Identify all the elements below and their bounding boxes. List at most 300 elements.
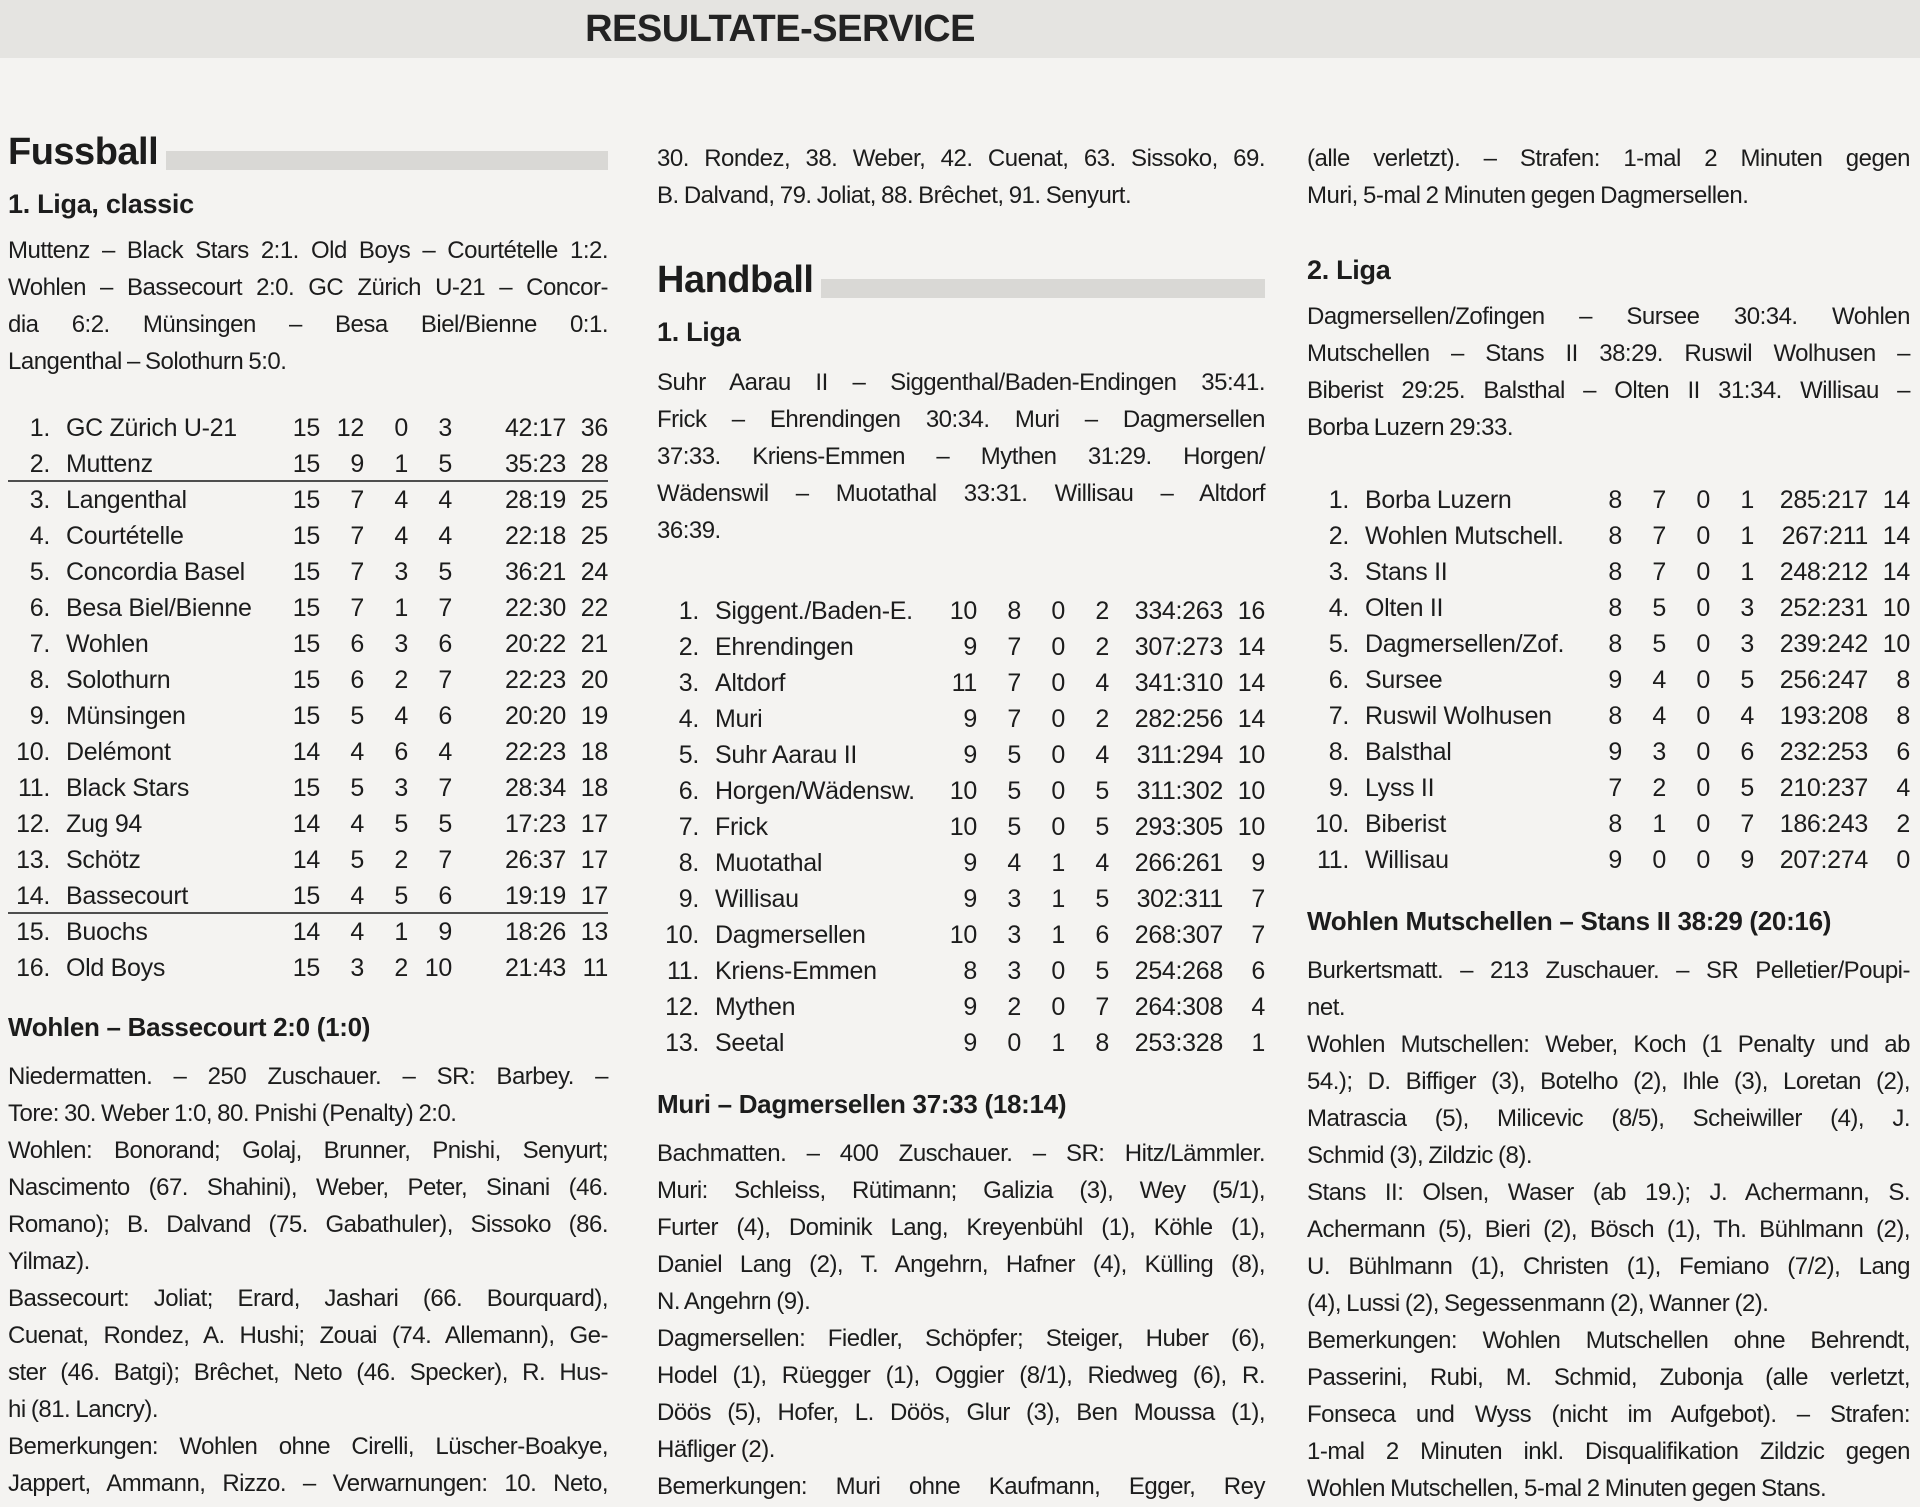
losses: 5 bbox=[1740, 666, 1754, 694]
text-line: Muri: Schleiss, Rütimann; Galizia (3), Wey (5/1), bbox=[657, 1177, 1265, 1204]
losses: 5 bbox=[1740, 774, 1754, 802]
wins: 5 bbox=[350, 774, 364, 802]
points: 17 bbox=[580, 810, 608, 838]
losses: 4 bbox=[438, 738, 452, 766]
text-line: Wohlen – Bassecourt 2:0. GC Zürich U-21 – Concor- bbox=[8, 274, 608, 301]
standings-row bbox=[1307, 734, 1910, 770]
goals: 26:37 bbox=[504, 846, 566, 874]
draws: 1 bbox=[1051, 849, 1065, 877]
team: Münsingen bbox=[66, 702, 186, 730]
points: 20 bbox=[580, 666, 608, 694]
team: Siggent./Baden-E. bbox=[715, 597, 913, 625]
goals: 268:307 bbox=[1134, 921, 1223, 949]
points: 14 bbox=[1882, 522, 1910, 550]
wins: 3 bbox=[350, 954, 364, 982]
points: 6 bbox=[1251, 957, 1265, 985]
standings-row bbox=[657, 953, 1265, 989]
text-line: Furter (4), Dominik Lang, Kreyenbühl (1), Köhle (1), bbox=[657, 1214, 1265, 1241]
losses: 6 bbox=[438, 702, 452, 730]
standings-row bbox=[1307, 806, 1910, 842]
games: 9 bbox=[963, 885, 977, 913]
losses: 1 bbox=[1740, 486, 1754, 514]
rank: 9. bbox=[29, 702, 50, 730]
games: 15 bbox=[292, 522, 320, 550]
standings-row bbox=[8, 410, 608, 446]
match-report-paragraph bbox=[1307, 1026, 1910, 1174]
text-line: 37:33. Kriens-Emmen – Mythen 31:29. Horgen/ bbox=[657, 443, 1265, 470]
losses: 4 bbox=[1095, 669, 1109, 697]
goals: 253:328 bbox=[1134, 1029, 1223, 1057]
standings-row bbox=[657, 845, 1265, 881]
goals: 193:208 bbox=[1779, 702, 1868, 730]
team: Dagmersellen/Zof. bbox=[1365, 630, 1565, 658]
games: 8 bbox=[1608, 486, 1622, 514]
goals: 311:294 bbox=[1136, 741, 1223, 769]
draws: 0 bbox=[1051, 633, 1065, 661]
games: 15 bbox=[292, 774, 320, 802]
text-line: Stans II: Olsen, Waser (ab 19.); J. Achermann, S. bbox=[1307, 1179, 1910, 1206]
rank: 3. bbox=[678, 669, 699, 697]
points: 14 bbox=[1882, 558, 1910, 586]
text-line: (alle verletzt). – Strafen: 1-mal 2 Minuten gegen bbox=[1307, 145, 1910, 172]
standings-row bbox=[8, 734, 608, 770]
text-line: Dagmersellen/Zofingen – Sursee 30:34. Wohlen bbox=[1307, 303, 1910, 330]
goals: 19:19 bbox=[504, 882, 566, 910]
standings-row bbox=[657, 989, 1265, 1025]
standings-row bbox=[1307, 590, 1910, 626]
team: Muotathal bbox=[715, 849, 823, 877]
draws: 2 bbox=[394, 666, 408, 694]
points: 18 bbox=[580, 738, 608, 766]
text-line: Bachmatten. – 400 Zuschauer. – SR: Hitz/Lämmler. bbox=[657, 1140, 1265, 1167]
text-line: ster (46. Batgi); Brêchet, Neto (46. Specker), R. Hus- bbox=[8, 1359, 608, 1386]
wins: 5 bbox=[1007, 741, 1021, 769]
losses: 7 bbox=[438, 666, 452, 694]
wins: 5 bbox=[350, 702, 364, 730]
text-line: Bemerkungen: Wohlen ohne Cirelli, Lüscher-Boakye, bbox=[8, 1433, 608, 1460]
wins: 7 bbox=[1652, 522, 1666, 550]
points: 4 bbox=[1251, 993, 1265, 1021]
wins: 3 bbox=[1007, 885, 1021, 913]
wins: 7 bbox=[1007, 633, 1021, 661]
points: 17 bbox=[580, 846, 608, 874]
goals: 18:26 bbox=[504, 918, 566, 946]
standings-row bbox=[8, 878, 608, 914]
team: Black Stars bbox=[66, 774, 190, 802]
losses: 4 bbox=[438, 522, 452, 550]
rank: 5. bbox=[678, 741, 699, 769]
points: 25 bbox=[580, 522, 608, 550]
losses: 6 bbox=[1095, 921, 1109, 949]
points: 7 bbox=[1251, 885, 1265, 913]
match-report-paragraph bbox=[1307, 1174, 1910, 1322]
match-report-paragraph bbox=[657, 1320, 1265, 1468]
games: 9 bbox=[963, 741, 977, 769]
standings-row bbox=[657, 809, 1265, 845]
standings-row bbox=[1307, 482, 1910, 518]
goals: 36:21 bbox=[504, 558, 566, 586]
standings-row bbox=[657, 917, 1265, 953]
games: 10 bbox=[949, 921, 977, 949]
section-header-fussball bbox=[8, 130, 608, 174]
draws: 0 bbox=[1051, 957, 1065, 985]
draws: 0 bbox=[1696, 486, 1710, 514]
text-line: Romano); B. Dalvand (75. Gabathuler), Sissoko (86. bbox=[8, 1211, 608, 1238]
games: 8 bbox=[1608, 810, 1622, 838]
losses: 3 bbox=[1740, 594, 1754, 622]
results-paragraph bbox=[1307, 298, 1910, 446]
points: 25 bbox=[580, 486, 608, 514]
draws: 2 bbox=[394, 846, 408, 874]
standings-table-football bbox=[8, 410, 608, 986]
rank: 3. bbox=[29, 486, 50, 514]
draws: 4 bbox=[394, 486, 408, 514]
wins: 12 bbox=[336, 414, 364, 442]
text-line: Cuenat, Rondez, A. Hushi; Zouai (74. Allemann), Ge- bbox=[8, 1322, 608, 1349]
text-line: Wohlen Mutschellen, 5-mal 2 Minuten gegen Stans. bbox=[1307, 1475, 1827, 1502]
standings-row bbox=[8, 662, 608, 698]
games: 7 bbox=[1608, 774, 1622, 802]
draws: 0 bbox=[1696, 774, 1710, 802]
standings-row bbox=[8, 554, 608, 590]
rank: 12. bbox=[16, 810, 50, 838]
text-line: Daniel Lang (2), T. Angehrn, Hafner (4), Külling (8), bbox=[657, 1251, 1265, 1278]
rank: 13. bbox=[16, 846, 50, 874]
team: Wohlen Mutschell. bbox=[1365, 522, 1564, 550]
draws: 2 bbox=[394, 954, 408, 982]
goals: 264:308 bbox=[1134, 993, 1223, 1021]
standings-row bbox=[1307, 554, 1910, 590]
goals: 42:17 bbox=[504, 414, 566, 442]
losses: 7 bbox=[438, 594, 452, 622]
standings-row bbox=[8, 518, 608, 554]
team: Bassecourt bbox=[66, 882, 189, 910]
draws: 1 bbox=[394, 594, 408, 622]
games: 9 bbox=[963, 849, 977, 877]
rank: 1. bbox=[1328, 486, 1349, 514]
rank: 9. bbox=[678, 885, 699, 913]
text-line: Dagmersellen: Fiedler, Schöpfer; Steiger, Huber (6), bbox=[657, 1325, 1265, 1352]
text-line: 36:39. bbox=[657, 517, 721, 544]
standings-row bbox=[8, 950, 608, 986]
text-line: Bemerkungen: Wohlen Mutschellen ohne Behrendt, bbox=[1307, 1327, 1910, 1354]
draws: 0 bbox=[1051, 777, 1065, 805]
wins: 5 bbox=[1652, 594, 1666, 622]
draws: 3 bbox=[394, 774, 408, 802]
wins: 4 bbox=[350, 738, 364, 766]
goals: 248:212 bbox=[1779, 558, 1868, 586]
draws: 1 bbox=[1051, 885, 1065, 913]
text-line: Bemerkungen: Muri ohne Kaufmann, Egger, Rey bbox=[657, 1473, 1265, 1500]
results-service-banner bbox=[0, 0, 1920, 58]
text-line: net. bbox=[1307, 994, 1346, 1021]
text-line: Häfliger (2). bbox=[657, 1436, 775, 1463]
team: Delémont bbox=[66, 738, 171, 766]
column-handball-2liga bbox=[1307, 130, 1910, 1507]
points: 16 bbox=[1237, 597, 1265, 625]
goals: 21:43 bbox=[504, 954, 566, 982]
games: 15 bbox=[292, 594, 320, 622]
team: Schötz bbox=[66, 846, 141, 874]
wins: 2 bbox=[1652, 774, 1666, 802]
points: 4 bbox=[1896, 774, 1910, 802]
draws: 0 bbox=[1696, 666, 1710, 694]
games: 9 bbox=[963, 993, 977, 1021]
text-line: B. Dalvand, 79. Joliat, 88. Brêchet, 91. Senyurt. bbox=[657, 182, 1132, 209]
section-header-handball bbox=[657, 258, 1265, 302]
standings-row bbox=[657, 881, 1265, 917]
league-title: 2. Liga bbox=[1307, 255, 1391, 285]
games: 10 bbox=[949, 777, 977, 805]
games: 9 bbox=[963, 1029, 977, 1057]
wins: 7 bbox=[1007, 669, 1021, 697]
carryover-paragraph bbox=[1307, 140, 1910, 214]
standings-row bbox=[1307, 770, 1910, 806]
text-line: N. Angehrn (9). bbox=[657, 1288, 811, 1315]
goals: 232:253 bbox=[1779, 738, 1868, 766]
points: 10 bbox=[1882, 594, 1910, 622]
rank: 7. bbox=[29, 630, 50, 658]
carryover-paragraph bbox=[657, 140, 1265, 214]
points: 11 bbox=[582, 954, 608, 982]
points: 8 bbox=[1896, 666, 1910, 694]
rank: 11. bbox=[1317, 846, 1349, 874]
goals: 22:23 bbox=[504, 666, 566, 694]
losses: 4 bbox=[438, 486, 452, 514]
rank: 11. bbox=[18, 774, 50, 802]
rank: 2. bbox=[678, 633, 699, 661]
games: 8 bbox=[1608, 558, 1622, 586]
team: Borba Luzern bbox=[1365, 486, 1512, 514]
losses: 5 bbox=[1095, 885, 1109, 913]
rank: 15. bbox=[16, 918, 50, 946]
text-line: Matrascia (5), Milicevic (8/5), Scheiwiller (4), J. bbox=[1307, 1105, 1910, 1132]
losses: 1 bbox=[1740, 522, 1754, 550]
points: 10 bbox=[1237, 741, 1265, 769]
wins: 7 bbox=[350, 522, 364, 550]
rank: 11. bbox=[667, 957, 699, 985]
draws: 4 bbox=[394, 702, 408, 730]
wins: 7 bbox=[1007, 705, 1021, 733]
games: 8 bbox=[1608, 702, 1622, 730]
goals: 302:311 bbox=[1136, 885, 1223, 913]
points: 17 bbox=[580, 882, 608, 910]
draws: 1 bbox=[1051, 1029, 1065, 1057]
rank: 5. bbox=[29, 558, 50, 586]
losses: 7 bbox=[438, 846, 452, 874]
goals: 28:34 bbox=[504, 774, 566, 802]
standings-row bbox=[8, 914, 608, 950]
points: 1 bbox=[1251, 1029, 1265, 1057]
wins: 1 bbox=[1652, 810, 1666, 838]
rank: 6. bbox=[1328, 666, 1349, 694]
standings-row bbox=[657, 701, 1265, 737]
standings-row bbox=[657, 773, 1265, 809]
team: Besa Biel/Bienne bbox=[66, 594, 252, 622]
draws: 0 bbox=[1696, 522, 1710, 550]
games: 15 bbox=[292, 882, 320, 910]
text-line: Muri, 5-mal 2 Minuten gegen Dagmersellen. bbox=[1307, 182, 1749, 209]
draws: 0 bbox=[1051, 597, 1065, 625]
team: Mythen bbox=[715, 993, 796, 1021]
text-line: dia 6:2. Münsingen – Besa Biel/Bienne 0:1. bbox=[8, 311, 608, 338]
league-title: 1. Liga bbox=[657, 317, 741, 347]
wins: 7 bbox=[350, 486, 364, 514]
rank: 7. bbox=[678, 813, 699, 841]
wins: 2 bbox=[1007, 993, 1021, 1021]
points: 0 bbox=[1896, 846, 1910, 874]
points: 14 bbox=[1882, 486, 1910, 514]
draws: 0 bbox=[1696, 702, 1710, 730]
games: 9 bbox=[1608, 738, 1622, 766]
losses: 4 bbox=[1095, 849, 1109, 877]
wins: 0 bbox=[1007, 1029, 1021, 1057]
wins: 7 bbox=[350, 558, 364, 586]
team: Horgen/Wädensw. bbox=[715, 777, 915, 805]
goals: 207:274 bbox=[1779, 846, 1868, 874]
games: 14 bbox=[292, 738, 320, 766]
match-report-paragraph bbox=[657, 1172, 1265, 1320]
points: 22 bbox=[580, 594, 608, 622]
standings-row bbox=[8, 770, 608, 806]
team: Olten II bbox=[1365, 594, 1444, 622]
draws: 5 bbox=[394, 882, 408, 910]
rank: 4. bbox=[29, 522, 50, 550]
standings-row bbox=[1307, 662, 1910, 698]
points: 10 bbox=[1882, 630, 1910, 658]
wins: 4 bbox=[350, 810, 364, 838]
goals: 256:247 bbox=[1779, 666, 1868, 694]
text-line: Achermann (5), Bieri (2), Bösch (1), Th. Bühlmann (2), bbox=[1307, 1216, 1910, 1243]
goals: 20:20 bbox=[504, 702, 566, 730]
team: Suhr Aarau II bbox=[715, 741, 858, 769]
section-header-rule bbox=[821, 279, 1265, 298]
text-line: Borba Luzern 29:33. bbox=[1307, 414, 1513, 441]
match-report-paragraph bbox=[1307, 952, 1910, 1026]
rank: 10. bbox=[1315, 810, 1349, 838]
games: 9 bbox=[963, 705, 977, 733]
points: 10 bbox=[1237, 777, 1265, 805]
draws: 6 bbox=[394, 738, 408, 766]
wins: 6 bbox=[350, 630, 364, 658]
text-line: Hodel (1), Rüegger (1), Oggier (8/1), Riedweg (6), R. bbox=[657, 1362, 1265, 1389]
section-header-rule bbox=[166, 151, 608, 170]
draws: 0 bbox=[1051, 705, 1065, 733]
team: Willisau bbox=[1365, 846, 1449, 874]
losses: 7 bbox=[1095, 993, 1109, 1021]
results-paragraph bbox=[8, 232, 608, 380]
goals: 186:243 bbox=[1779, 810, 1868, 838]
losses: 5 bbox=[438, 558, 452, 586]
section-title: Fussball bbox=[8, 131, 159, 173]
points: 7 bbox=[1251, 921, 1265, 949]
rank: 4. bbox=[678, 705, 699, 733]
rank: 2. bbox=[1328, 522, 1349, 550]
team: Wohlen bbox=[66, 630, 149, 658]
wins: 3 bbox=[1007, 921, 1021, 949]
match-report-paragraph bbox=[8, 1428, 608, 1502]
draws: 0 bbox=[1696, 738, 1710, 766]
draws: 0 bbox=[1051, 669, 1065, 697]
games: 9 bbox=[963, 633, 977, 661]
league-title: 1. Liga, classic bbox=[8, 189, 194, 219]
standings-table-handball-1liga bbox=[657, 593, 1265, 1061]
team: Kriens-Emmen bbox=[715, 957, 877, 985]
goals: 28:19 bbox=[504, 486, 566, 514]
rank: 10. bbox=[665, 921, 699, 949]
standings-row bbox=[657, 593, 1265, 629]
rank: 8. bbox=[29, 666, 50, 694]
text-line: Fonseca und Wyss (nicht im Aufgebot). – Strafen: bbox=[1307, 1401, 1910, 1428]
standings-row bbox=[657, 629, 1265, 665]
points: 14 bbox=[1237, 705, 1265, 733]
rank: 1. bbox=[29, 414, 50, 442]
team: Seetal bbox=[715, 1029, 785, 1057]
games: 10 bbox=[949, 597, 977, 625]
losses: 3 bbox=[438, 414, 452, 442]
goals: 341:310 bbox=[1134, 669, 1223, 697]
losses: 7 bbox=[1740, 810, 1754, 838]
rank: 1. bbox=[678, 597, 699, 625]
losses: 5 bbox=[1095, 813, 1109, 841]
team: Langenthal bbox=[66, 486, 187, 514]
standings-row bbox=[8, 806, 608, 842]
team: Frick bbox=[715, 813, 768, 841]
text-line: hi (81. Lancry). bbox=[8, 1396, 159, 1423]
losses: 7 bbox=[438, 774, 452, 802]
standings-row bbox=[657, 1025, 1265, 1061]
text-line: Biberist 29:25. Balsthal – Olten II 31:34. Willisau – bbox=[1307, 377, 1910, 404]
team: Sursee bbox=[1365, 666, 1443, 694]
draws: 4 bbox=[394, 522, 408, 550]
team: Solothurn bbox=[66, 666, 171, 694]
rank: 14. bbox=[16, 882, 50, 910]
rank: 8. bbox=[1328, 738, 1349, 766]
goals: 22:18 bbox=[504, 522, 566, 550]
team: Dagmersellen bbox=[715, 921, 866, 949]
team: Lyss II bbox=[1365, 774, 1435, 802]
losses: 9 bbox=[1740, 846, 1754, 874]
draws: 0 bbox=[1696, 846, 1710, 874]
games: 15 bbox=[292, 558, 320, 586]
rank: 10. bbox=[16, 738, 50, 766]
losses: 2 bbox=[1095, 597, 1109, 625]
standings-row bbox=[1307, 518, 1910, 554]
goals: 334:263 bbox=[1134, 597, 1223, 625]
losses: 5 bbox=[1095, 957, 1109, 985]
losses: 2 bbox=[1095, 705, 1109, 733]
points: 19 bbox=[580, 702, 608, 730]
draws: 1 bbox=[394, 918, 408, 946]
team: Muri bbox=[715, 705, 763, 733]
team: Courtételle bbox=[66, 522, 184, 550]
standings-row bbox=[8, 626, 608, 662]
losses: 8 bbox=[1095, 1029, 1109, 1057]
goals: 307:273 bbox=[1134, 633, 1223, 661]
team: Biberist bbox=[1365, 810, 1446, 838]
rank: 12. bbox=[665, 993, 699, 1021]
text-line: Döös (5), Hofer, L. Döös, Glur (3), Ben Moussa (1), bbox=[657, 1399, 1265, 1426]
match-heading: Muri – Dagmersellen 37:33 (18:14) bbox=[657, 1089, 1067, 1119]
draws: 3 bbox=[394, 630, 408, 658]
text-line: 1-mal 2 Minuten inkl. Disqualifikation Zildzic gegen bbox=[1307, 1438, 1910, 1465]
goals: 22:30 bbox=[504, 594, 566, 622]
text-line: Niedermatten. – 250 Zuschauer. – SR: Barbey. – bbox=[8, 1063, 608, 1090]
rank: 5. bbox=[1328, 630, 1349, 658]
standings-row bbox=[8, 698, 608, 734]
goals: 266:261 bbox=[1134, 849, 1223, 877]
text-line: Wädenswil – Muotathal 33:31. Willisau – Altdorf bbox=[657, 480, 1265, 507]
